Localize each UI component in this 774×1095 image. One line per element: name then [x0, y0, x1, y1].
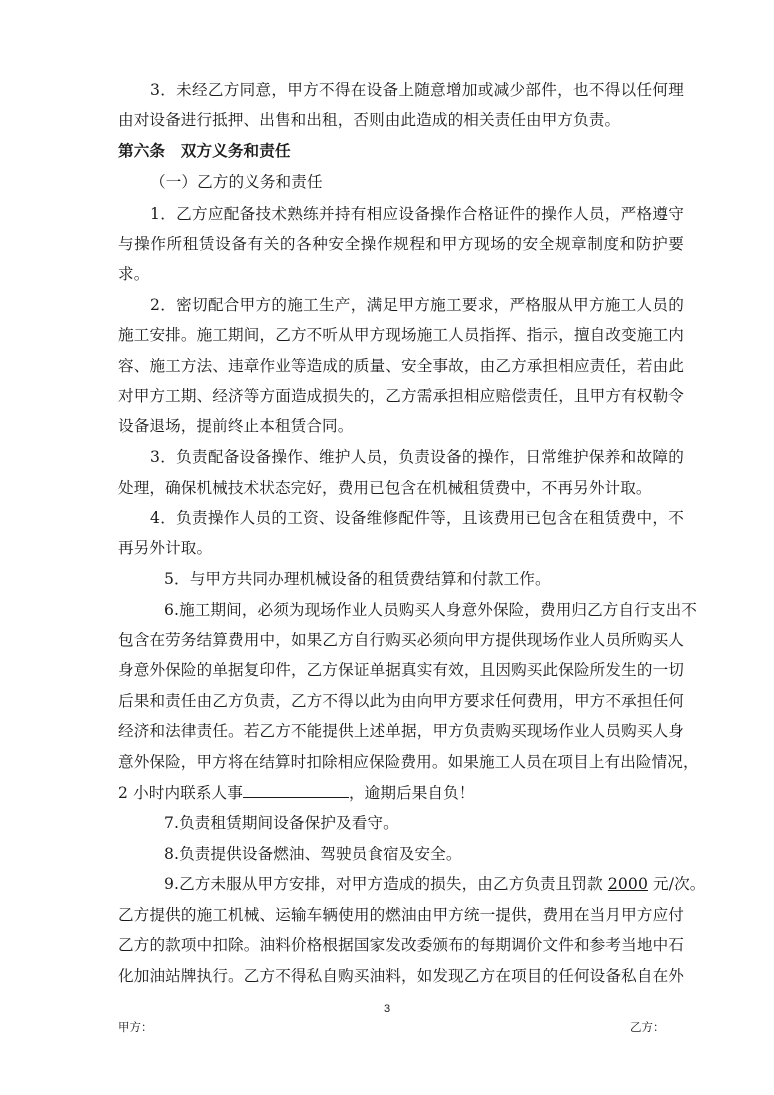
text-line: 4．负责操作人员的工资、设备维修配件等，且该费用已包含在租赁费中，不 — [150, 509, 684, 527]
contact-text: 2 小时内联系人事 — [118, 784, 243, 802]
footer-party-a: 甲方： — [118, 1020, 153, 1034]
text-line: 处理，确保机械技术状态完好，费用已包含在机械租赁费中，不再另外计取。 — [118, 479, 652, 497]
text-line: 乙方的款项中扣除。油料价格根据国家发改委颁布的每期调价文件和参考当地中石 — [118, 936, 684, 954]
penalty-unit: 元/次。 — [647, 875, 706, 893]
text-line: 8.负责提供设备燃油、驾驶员食宿及安全。 — [164, 845, 462, 863]
text-line: 后果和责任由乙方负责，乙方不得以此为由向甲方要求任何费用，甲方不承担任何 — [118, 692, 684, 710]
text-line: 再另外计取。 — [118, 539, 213, 557]
text-line: 求。 — [118, 265, 150, 283]
contact-text-after: ，逾期后果自负！ — [348, 784, 475, 802]
text-line: 设备退场，提前终止本租赁合同。 — [118, 417, 354, 435]
text-line: 1．乙方应配备技术熟练并持有相应设备操作合格证件的操作人员，严格遵守 — [150, 205, 684, 223]
text-line: 与操作所租赁设备有关的各种安全操作规程和甲方现场的安全规章制度和防护要 — [118, 235, 684, 253]
text-line: 3．未经乙方同意，甲方不得在设备上随意增加或减少部件，也不得以任何理 — [150, 81, 684, 99]
text-line: 意外保险，甲方将在结算时扣除相应保险费用。如果施工人员在项目上有出险情况， — [118, 753, 699, 771]
text-line: 身意外保险的单据复印件，乙方保证单据真实有效，且因购买此保险所发生的一切 — [118, 661, 684, 679]
text-line: 6.施工期间，必须为现场作业人员购买人身意外保险，费用归乙方自行支出不 — [164, 601, 697, 619]
text-line: 对甲方工期、经济等方面造成损失的，乙方需承担相应赔偿责任，且甲方有权勒令 — [118, 387, 684, 405]
text-line: 乙方提供的施工机械、运输车辆使用的燃油由甲方统一提供，费用在当月甲方应付 — [118, 906, 684, 924]
text-line: 7.负责租赁期间设备保护及看守。 — [164, 814, 399, 832]
section-heading: 第六条 双方义务和责任 — [118, 141, 291, 160]
text-line: 化加油站牌执行。乙方不得私自购买油料，如发现乙方在项目的任何设备私自在外 — [118, 967, 684, 985]
text-line: 容、施工方法、违章作业等造成的质量、安全事故，由乙方承担相应责任，若由此 — [118, 357, 684, 375]
penalty-text: 9.乙方未服从甲方安排，对甲方造成的损失，由乙方负责且罚款 — [164, 875, 608, 893]
footer-party-b: 乙方： — [630, 1020, 665, 1034]
penalty-line — [118, 874, 730, 894]
text-line: 2．密切配合甲方的施工生产，满足甲方施工要求，严格服从甲方施工人员的 — [150, 296, 684, 314]
fill-in-blank[interactable] — [243, 782, 349, 798]
text-line: 经济和法律责任。若乙方不能提供上述单据，甲方负责购买现场作业人员购买人身 — [118, 722, 684, 740]
text-line: 由对设备进行抵押、出售和出租，否则由此造成的相关责任由甲方负责。 — [118, 111, 621, 129]
text-line: 包含在劳务结算费用中，如果乙方自行购买必须向甲方提供现场作业人员所购买人 — [118, 631, 684, 649]
contact-line — [118, 782, 684, 803]
text-line: 5．与甲方共同办理机械设备的租赁费结算和付款工作。 — [164, 570, 551, 588]
subsection-heading: （一）乙方的义务和责任 — [150, 173, 323, 191]
text-line: 施工安排。施工期间，乙方不听从甲方现场施工人员指挥、指示，擅自改变施工内 — [118, 326, 684, 344]
text-line: 3．负责配备设备操作、维护人员，负责设备的操作，日常维护保养和故障的 — [150, 448, 684, 466]
page-number: 3 — [383, 1003, 391, 1015]
penalty-amount: 2000 — [607, 875, 648, 893]
